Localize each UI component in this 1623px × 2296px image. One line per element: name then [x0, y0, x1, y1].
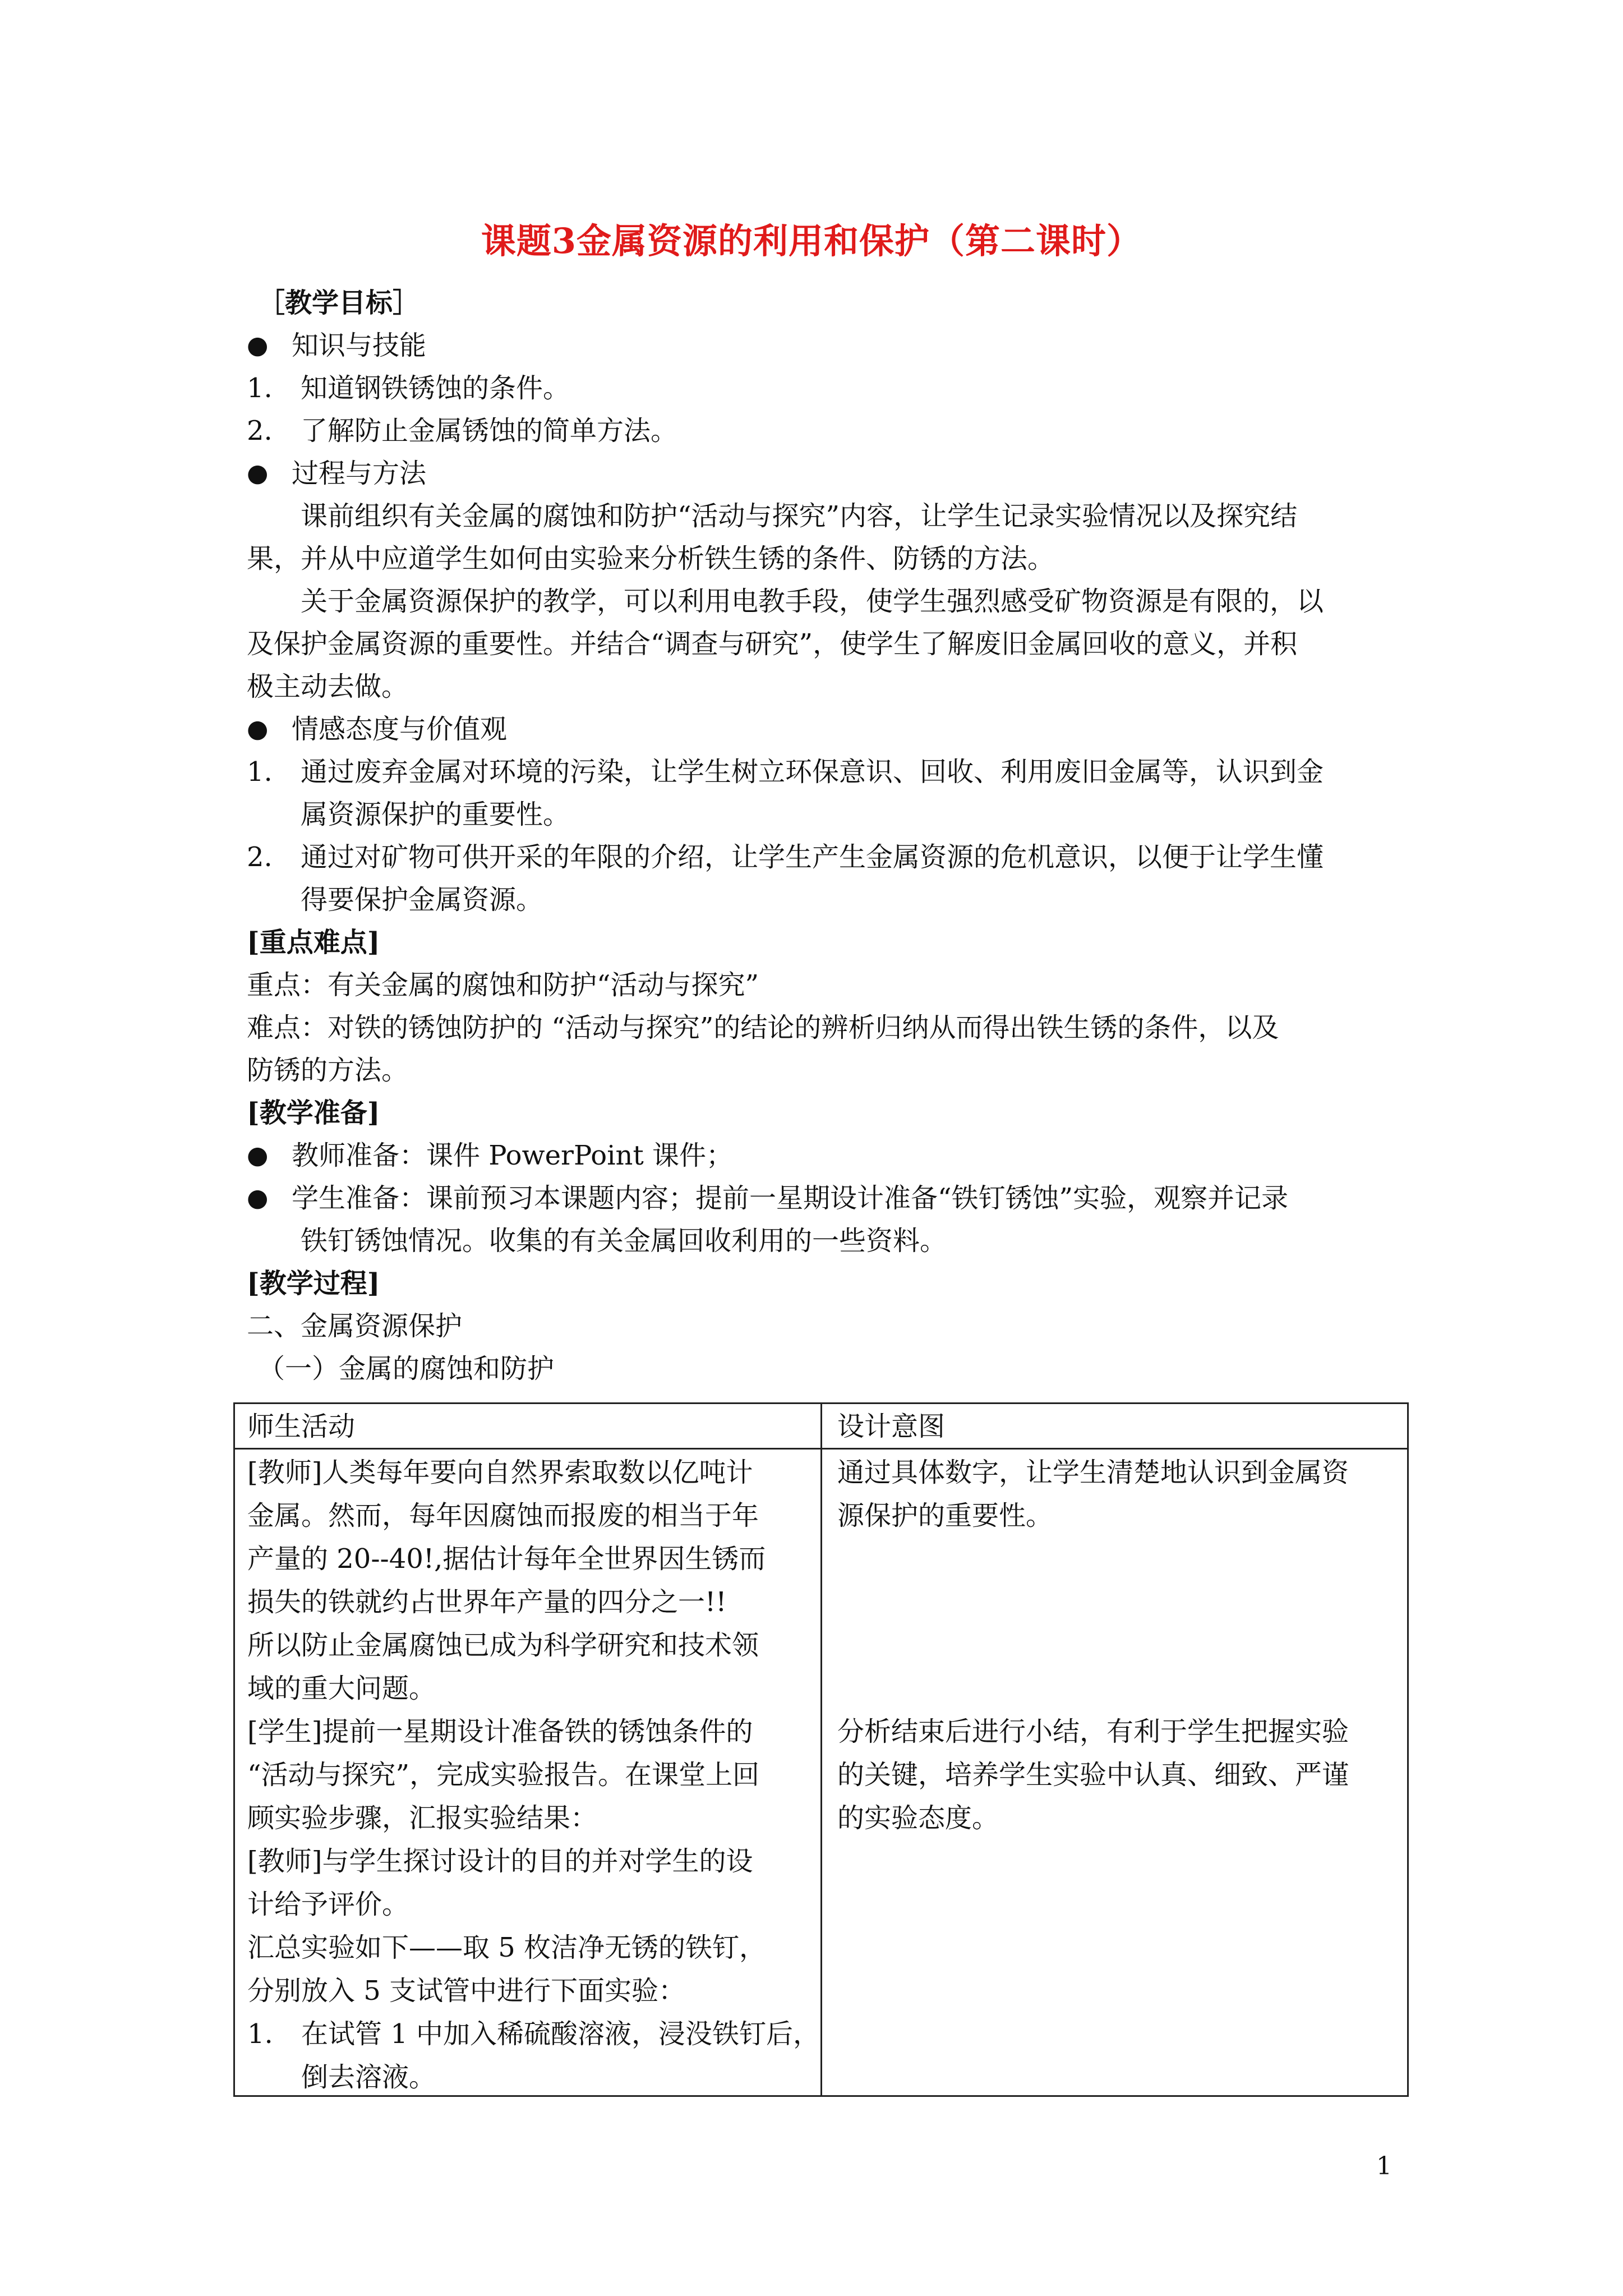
table-line: 域的重大问题。	[247, 1673, 436, 1704]
bullet-icon: ●	[247, 1141, 269, 1170]
table-list-item	[247, 2013, 820, 2056]
knowledge-section	[247, 324, 1396, 367]
table-line: 的实验态度。	[837, 1802, 999, 1834]
list-item	[247, 409, 1396, 452]
table-line: 汇总实验如下——取 5 枚洁净无锈的铁钉，	[247, 1932, 767, 1963]
table-line: “活动与探究”，完成实验报告。在课堂上回	[247, 1759, 760, 1791]
knowledge-item-1: 知道钢铁锈蚀的条件。	[301, 372, 570, 404]
item-number: 1.	[247, 756, 273, 788]
table-line: 的关键，培养学生实验中认真、细致、严谨	[837, 1759, 1349, 1791]
table-line: 金属。然而，每年因腐蚀而报废的相当于年	[247, 1500, 759, 1531]
table-line: 顾实验步骤，汇报实验结果：	[247, 1802, 598, 1834]
key-point: 重点：有关金属的腐蚀和防护“活动与探究”	[247, 969, 759, 1001]
table-divider	[235, 1448, 1407, 1450]
prep-student-line2: 铁钉锈蚀情况。收集的有关金属回收利用的一些资料。	[301, 1225, 947, 1257]
part2-subheading: （一）金属的腐蚀和防护	[258, 1353, 555, 1384]
process2-heading: [教学过程]	[247, 1268, 380, 1299]
bullet-icon: ●	[247, 1184, 269, 1212]
list-item-continuation	[247, 793, 1396, 836]
list-item-continuation	[247, 878, 1396, 921]
difficulty-line1: 难点：对铁的锈蚀防护的 “活动与探究”的结论的辨析归纳从而得出铁生锈的条件，以及	[247, 1012, 1279, 1043]
item-number: 2.	[247, 415, 273, 447]
item-number: 1.	[247, 372, 273, 404]
bullet-icon: ●	[247, 331, 269, 360]
paragraph-line: 课前组织有关金属的腐蚀和防护“活动与探究”内容，让学生记录实验情况以及探究结	[301, 500, 1298, 532]
item-number: 2.	[247, 841, 273, 873]
knowledge-item-2: 了解防止金属锈蚀的简单方法。	[301, 415, 678, 447]
emotion-item-1-line2: 属资源保护的重要性。	[301, 799, 570, 830]
table-header-activities: 师生活动	[247, 1411, 356, 1442]
activity-table	[233, 1402, 1409, 2097]
page-number: 1	[1376, 2152, 1392, 2180]
list-item	[247, 367, 1396, 409]
table-cell-activities	[247, 1451, 820, 2099]
difficulty-line2: 防锈的方法。	[247, 1055, 409, 1086]
table-line: 产量的 20--40!,据估计每年全世界因生锈而	[247, 1543, 766, 1575]
bullet-icon: ●	[247, 715, 269, 743]
list-item	[247, 836, 1396, 878]
table-line: 损失的铁就约占世界年产量的四分之一!!	[247, 1586, 727, 1618]
table-line: 分析结束后进行小结，有利于学生把握实验	[837, 1716, 1349, 1747]
table-line: [学生]提前一星期设计准备铁的锈蚀条件的	[247, 1716, 753, 1747]
prep-heading: [教学准备]	[247, 1097, 380, 1129]
prep-teacher: 教师准备：课件 PowerPoint 课件；	[292, 1140, 734, 1171]
table-line: 所以防止金属腐蚀已成为科学研究和技术领	[247, 1630, 759, 1661]
table-list-item-continuation	[247, 2056, 814, 2099]
paragraph-line: 关于金属资源保护的教学，可以利用电教手段，使学生强烈感受矿物资源是有限的，以	[301, 586, 1324, 617]
process-section	[247, 452, 1396, 495]
emotion-heading: 情感态度与价值观	[292, 714, 508, 745]
process-heading: 过程与方法	[292, 458, 427, 489]
table-cell-intent	[837, 1451, 1398, 1840]
prep-teacher-row	[247, 1134, 1396, 1177]
prep-student-row	[247, 1177, 1396, 1220]
objectives-heading: ［教学目标］	[258, 287, 420, 319]
paragraph-line: 果，并从中应道学生如何由实验来分析铁生锈的条件、防锈的方法。	[247, 543, 1055, 574]
emotion-item-2-line1: 通过对矿物可供开采的年限的介绍，让学生产生金属资源的危机意识，以便于让学生懂	[301, 841, 1324, 873]
table-divider	[820, 1404, 822, 2095]
table-line: 源保护的重要性。	[837, 1500, 1053, 1531]
part2-heading: 二、金属资源保护	[247, 1310, 463, 1342]
prep-student-continuation	[247, 1220, 1396, 1262]
emotion-item-1-line1: 通过废弃金属对环境的污染，让学生树立环保意识、回收、利用废旧金属等，认识到金	[301, 756, 1324, 788]
prep-student-line1: 学生准备：课前预习本课题内容；提前一星期设计准备“铁钉锈蚀”实验，观察并记录	[292, 1182, 1289, 1214]
document-body	[247, 282, 1396, 1390]
table-line: 分别放入 5 支试管中进行下面实验：	[247, 1975, 686, 2007]
paragraph-line: 及保护金属资源的重要性。并结合“调查与研究”，使学生了解废旧金属回收的意义，并积	[247, 628, 1298, 660]
bullet-icon: ●	[247, 459, 269, 487]
table-line: 通过具体数字，让学生清楚地认识到金属资	[837, 1457, 1349, 1488]
table-line: [教师]人类每年要向自然界索取数以亿吨计	[247, 1457, 753, 1488]
key-heading: [重点难点]	[247, 927, 380, 958]
list-item	[247, 751, 1396, 793]
table-line: [教师]与学生探讨设计的目的并对学生的设	[247, 1846, 753, 1877]
emotion-section	[247, 708, 1396, 751]
table-item-line2: 倒去溶液。	[301, 2062, 436, 2093]
item-number: 1.	[247, 2018, 273, 2050]
paragraph-line: 极主动去做。	[247, 671, 409, 702]
page-title: 课题3金属资源的利用和保护（第二课时）	[481, 220, 1142, 261]
knowledge-heading: 知识与技能	[292, 330, 427, 361]
table-item-line1: 在试管 1 中加入稀硫酸溶液，浸没铁钉后，	[301, 2018, 820, 2050]
table-header-intent: 设计意图	[837, 1411, 946, 1442]
table-line: 计给予评价。	[247, 1889, 409, 1920]
emotion-item-2-line2: 得要保护金属资源。	[301, 884, 543, 915]
